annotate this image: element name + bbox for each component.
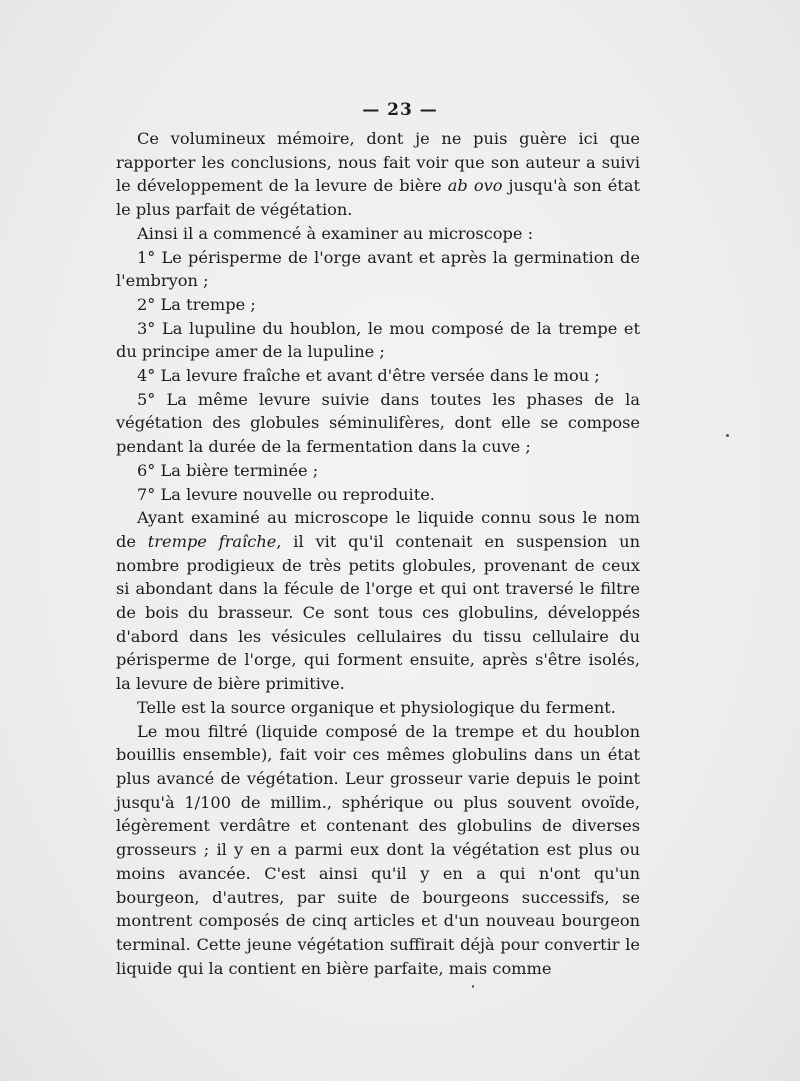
list-item-3: 3° La lupuline du houblon, le mou composé de la trempe et du principe amer de la lupuline ; [116, 318, 640, 362]
paragraph-list-intro: Ainsi il a commencé à examiner au microscope : [137, 223, 534, 243]
paragraph-text: , il vit qu'il contenait en suspension un nombre prodigieux de très petits globules, provenant de ceux si abondant dans la fécule de l'orge et qui ont traversé le filtre de bois du brasseur. Ce sont tous ces globulins, développés d'abord dans les vésicules cellulaires du tissu cellulaire du périsperme de l'orge, qui forment ensuite, après s'être isolés, la levure de bière primitive. [116, 531, 641, 694]
paragraph-mou-filtre: Le mou filtré (liquide composé de la trempe et du houblon bouillis ensemble), fait voir ces mêmes globulins dans un état plus avancé de végétation. Leur grosseur varie depuis le point jusqu'à 1/100 de millim., sphérique ou plus souvent ovoïde, légèrement verdâtre et contenant des globulins de diverses grosseurs ; il y en a parmi eux dont la végétation est plus ou moins avancée. C'est ainsi qu'il y en a qui n'ont qu'un bourgeon, d'autres, par suite de bourgeons successifs, se montrent composés de cinq articles et d'un nouveau bourgeon terminal. Cette jeune végétation suffirait déjà pour convertir le liquide qui la contient en bière parfaite, mais comme [116, 721, 640, 978]
list-item-2: 2° La trempe ; [137, 294, 256, 314]
italic-phrase: ab ovo [447, 176, 503, 196]
list-item-7: 7° La levure nouvelle ou reproduite. [137, 484, 435, 504]
body-text [116, 127, 640, 980]
italic-phrase: trempe fraîche [147, 531, 277, 551]
list-item-6: 6° La bière terminée ; [137, 460, 319, 480]
paragraph-trempe [116, 506, 640, 696]
list-item-4: 4° La levure fraîche et avant d'être versée dans le mou ; [137, 366, 600, 386]
page-number: — 23 — [362, 100, 438, 120]
paper-speck [472, 985, 474, 988]
paragraph-text: Ayant examiné au microscope le liquide connu sous le nom de [116, 508, 640, 551]
paragraph-text: Ce volumineux mémoire, dont je ne puis guère ici que rapporter les conclusions, nous fait voir que son auteur a suivi le développement de la levure de bière [116, 129, 640, 196]
paragraph-text: jusqu'à son état le plus parfait de végétation. [116, 176, 641, 220]
paper-speck [726, 434, 729, 437]
list-item-5: 5° La même levure suivie dans toutes les phases de la végétation des globules séminulifères, dont elle se compose pendant la durée de la fermentation dans la cuve ; [116, 389, 640, 457]
paragraph-intro [116, 127, 640, 222]
list-item-1: 1° Le périsperme de l'orge avant et après la germination de l'embryon ; [116, 247, 640, 291]
paragraph-source: Telle est la source organique et physiologique du ferment. [137, 697, 616, 717]
